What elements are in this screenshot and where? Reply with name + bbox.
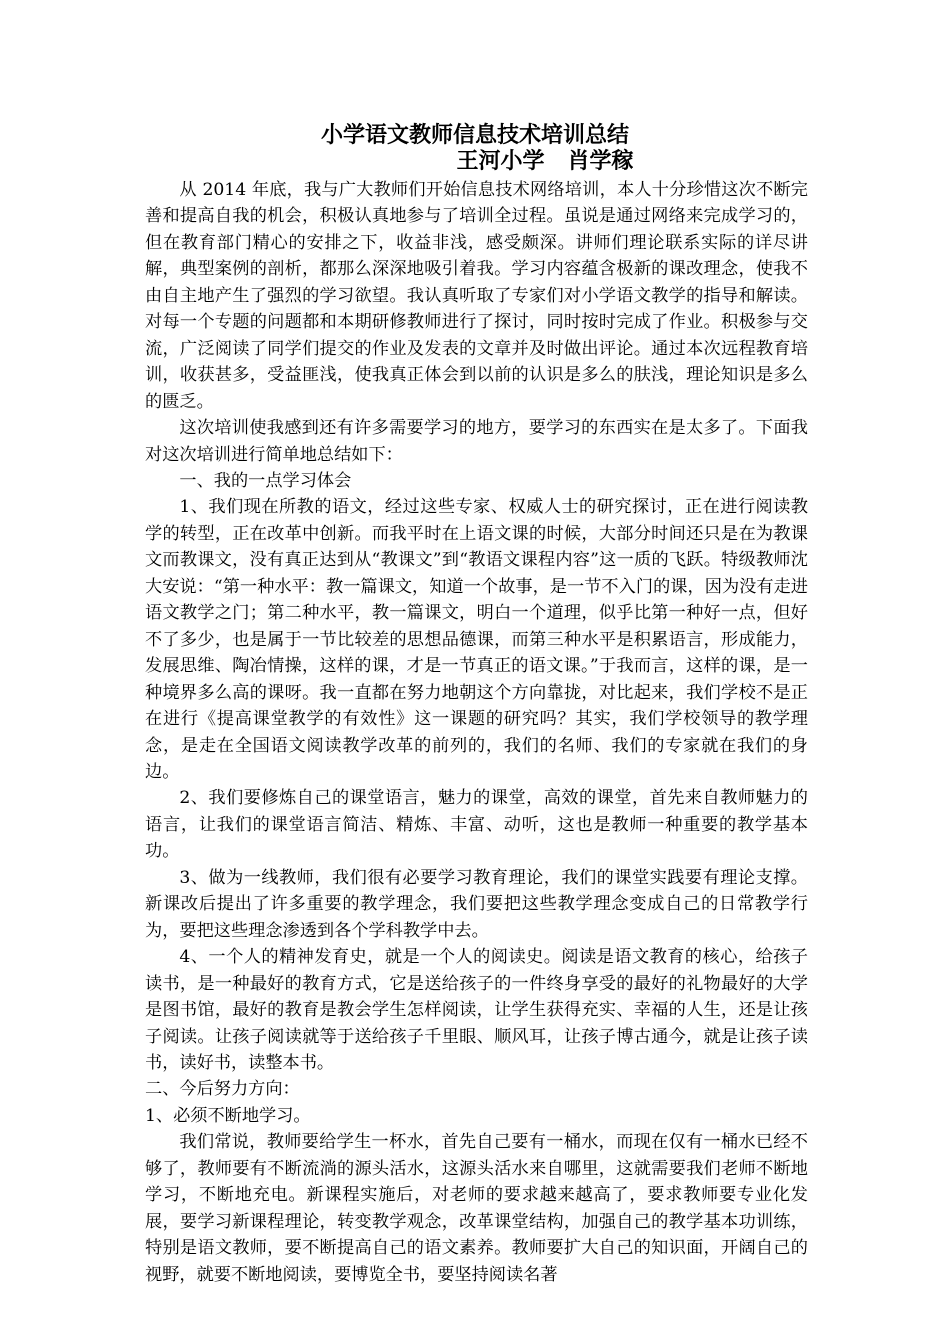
section-heading: 一、我的一点学习体会 — [179, 470, 352, 491]
section-heading: 二、今后努力方向： — [145, 1079, 300, 1100]
document-body — [145, 177, 808, 1288]
paragraph: 2、我们要修炼自己的课堂语言，魅力的课堂，高效的课堂，首先来自教师魅力的语言，让我们的课堂语言简洁、精炼、丰富、动听，这也是教师一种重要的教学基本功。 — [145, 788, 808, 862]
paragraph: 从 2014 年底，我与广大教师们开始信息技术网络培训，本人十分珍惜这次不断完善和提高自我的机会，积极认真地参与了培训全过程。虽说是通过网络来完成学习的，但在教育部门精心的安排之下，收益非浅，感受颇深。讲师们理论联系实际的详尽讲解，典型案例的剖析，都那么深深地吸引着我。学习内容蕴含极新的课改理念，使我不由自主地产生了强烈的学习欲望。我认真听取了专家们对小学语文教学的指导和解读。对每一个专题的问题都和本期研修教师进行了探讨，同时按时完成了作业。积极参与交流，广泛阅读了同学们提交的作业及发表的文章并及时做出评论。通过本次远程教育培训，收获甚多，受益匪浅，使我真正体会到以前的认识是多么的肤浅，理论知识是多么的匮乏。 — [145, 180, 808, 412]
paragraph: 3、做为一线教师，我们很有必要学习教育理论，我们的课堂实践要有理论支撑。新课改后提出了许多重要的教学理念，我们要把这些教学理念变成自己的日常教学行为，要把这些理念渗透到各个学科教学中去。 — [145, 867, 808, 941]
paragraph: 我们常说，教师要给学生一杯水，首先自己要有一桶水，而现在仅有一桶水已经不够了，教师要有不断流淌的源头活水，这源头活水来自哪里，这就需要我们老师不断地学习，不断地充电。新课程实施后，对老师的要求越来越高了，要求教师要专业化发展，要学习新课程理论，转变教学观念，改革课堂结构，加强自己的教学基本功训练，特别是语文教师，要不断提高自己的语文素养。教师要扩大自己的知识面，开阔自己的视野，就要不断地阅读，要博览全书，要坚持阅读名著 — [145, 1132, 808, 1285]
paragraph: 这次培训使我感到还有许多需要学习的地方，要学习的东西实在是太多了。下面我对这次培训进行简单地总结如下： — [145, 418, 808, 465]
paragraph: 1、我们现在所教的语文，经过这些专家、权威人士的研究探讨，正在进行阅读教学的转型，正在改革中创新。而我平时在上语文课的时候，大部分时间还只是在为教课文而教课文，没有真正达到从“教课文”到“教语文课程内容”这一质的飞跃。特级教师沈大安说：“第一种水平：教一篇课文，知道一个故事，是一节不入门的课，因为没有走进语文教学之门；第二种水平，教一篇课文，明白一个道理，似乎比第一种好一点，但好不了多少，也是属于一节比较差的思想品德课，而第三种水平是积累语言，形成能力，发展思维、陶冶情操，这样的课，才是一节真正的语文课。”于我而言，这样的课，是一种境界多么高的课呀。我一直都在努力地朝这个方向靠拢，对比起来，我们学校不是正在进行《提高课堂教学的有效性》这一课题的研究吗？其实，我们学校领导的教学理念，是走在全国语文阅读教学改革的前列的，我们的名师、我们的专家就在我们的身边。 — [145, 497, 808, 782]
document-author: 王河小学 肖学稼 — [456, 149, 634, 174]
document-title: 小学语文教师信息技术培训总结 — [320, 123, 629, 148]
subsection-heading: 1、必须不断地学习。 — [145, 1105, 311, 1126]
paragraph: 4、一个人的精神发育史，就是一个人的阅读史。阅读是语文教育的核心，给孩子读书，是一种最好的教育方式，它是送给孩子的一件终身享受的最好的礼物最好的大学是图书馆，最好的教育是教会学生怎样阅读，让学生获得充实、幸福的人生，还是让孩子阅读。让孩子阅读就等于送给孩子千里眼、顺风耳，让孩子博古通今，就是让孩子读书，读好书，读整本书。 — [145, 947, 808, 1073]
